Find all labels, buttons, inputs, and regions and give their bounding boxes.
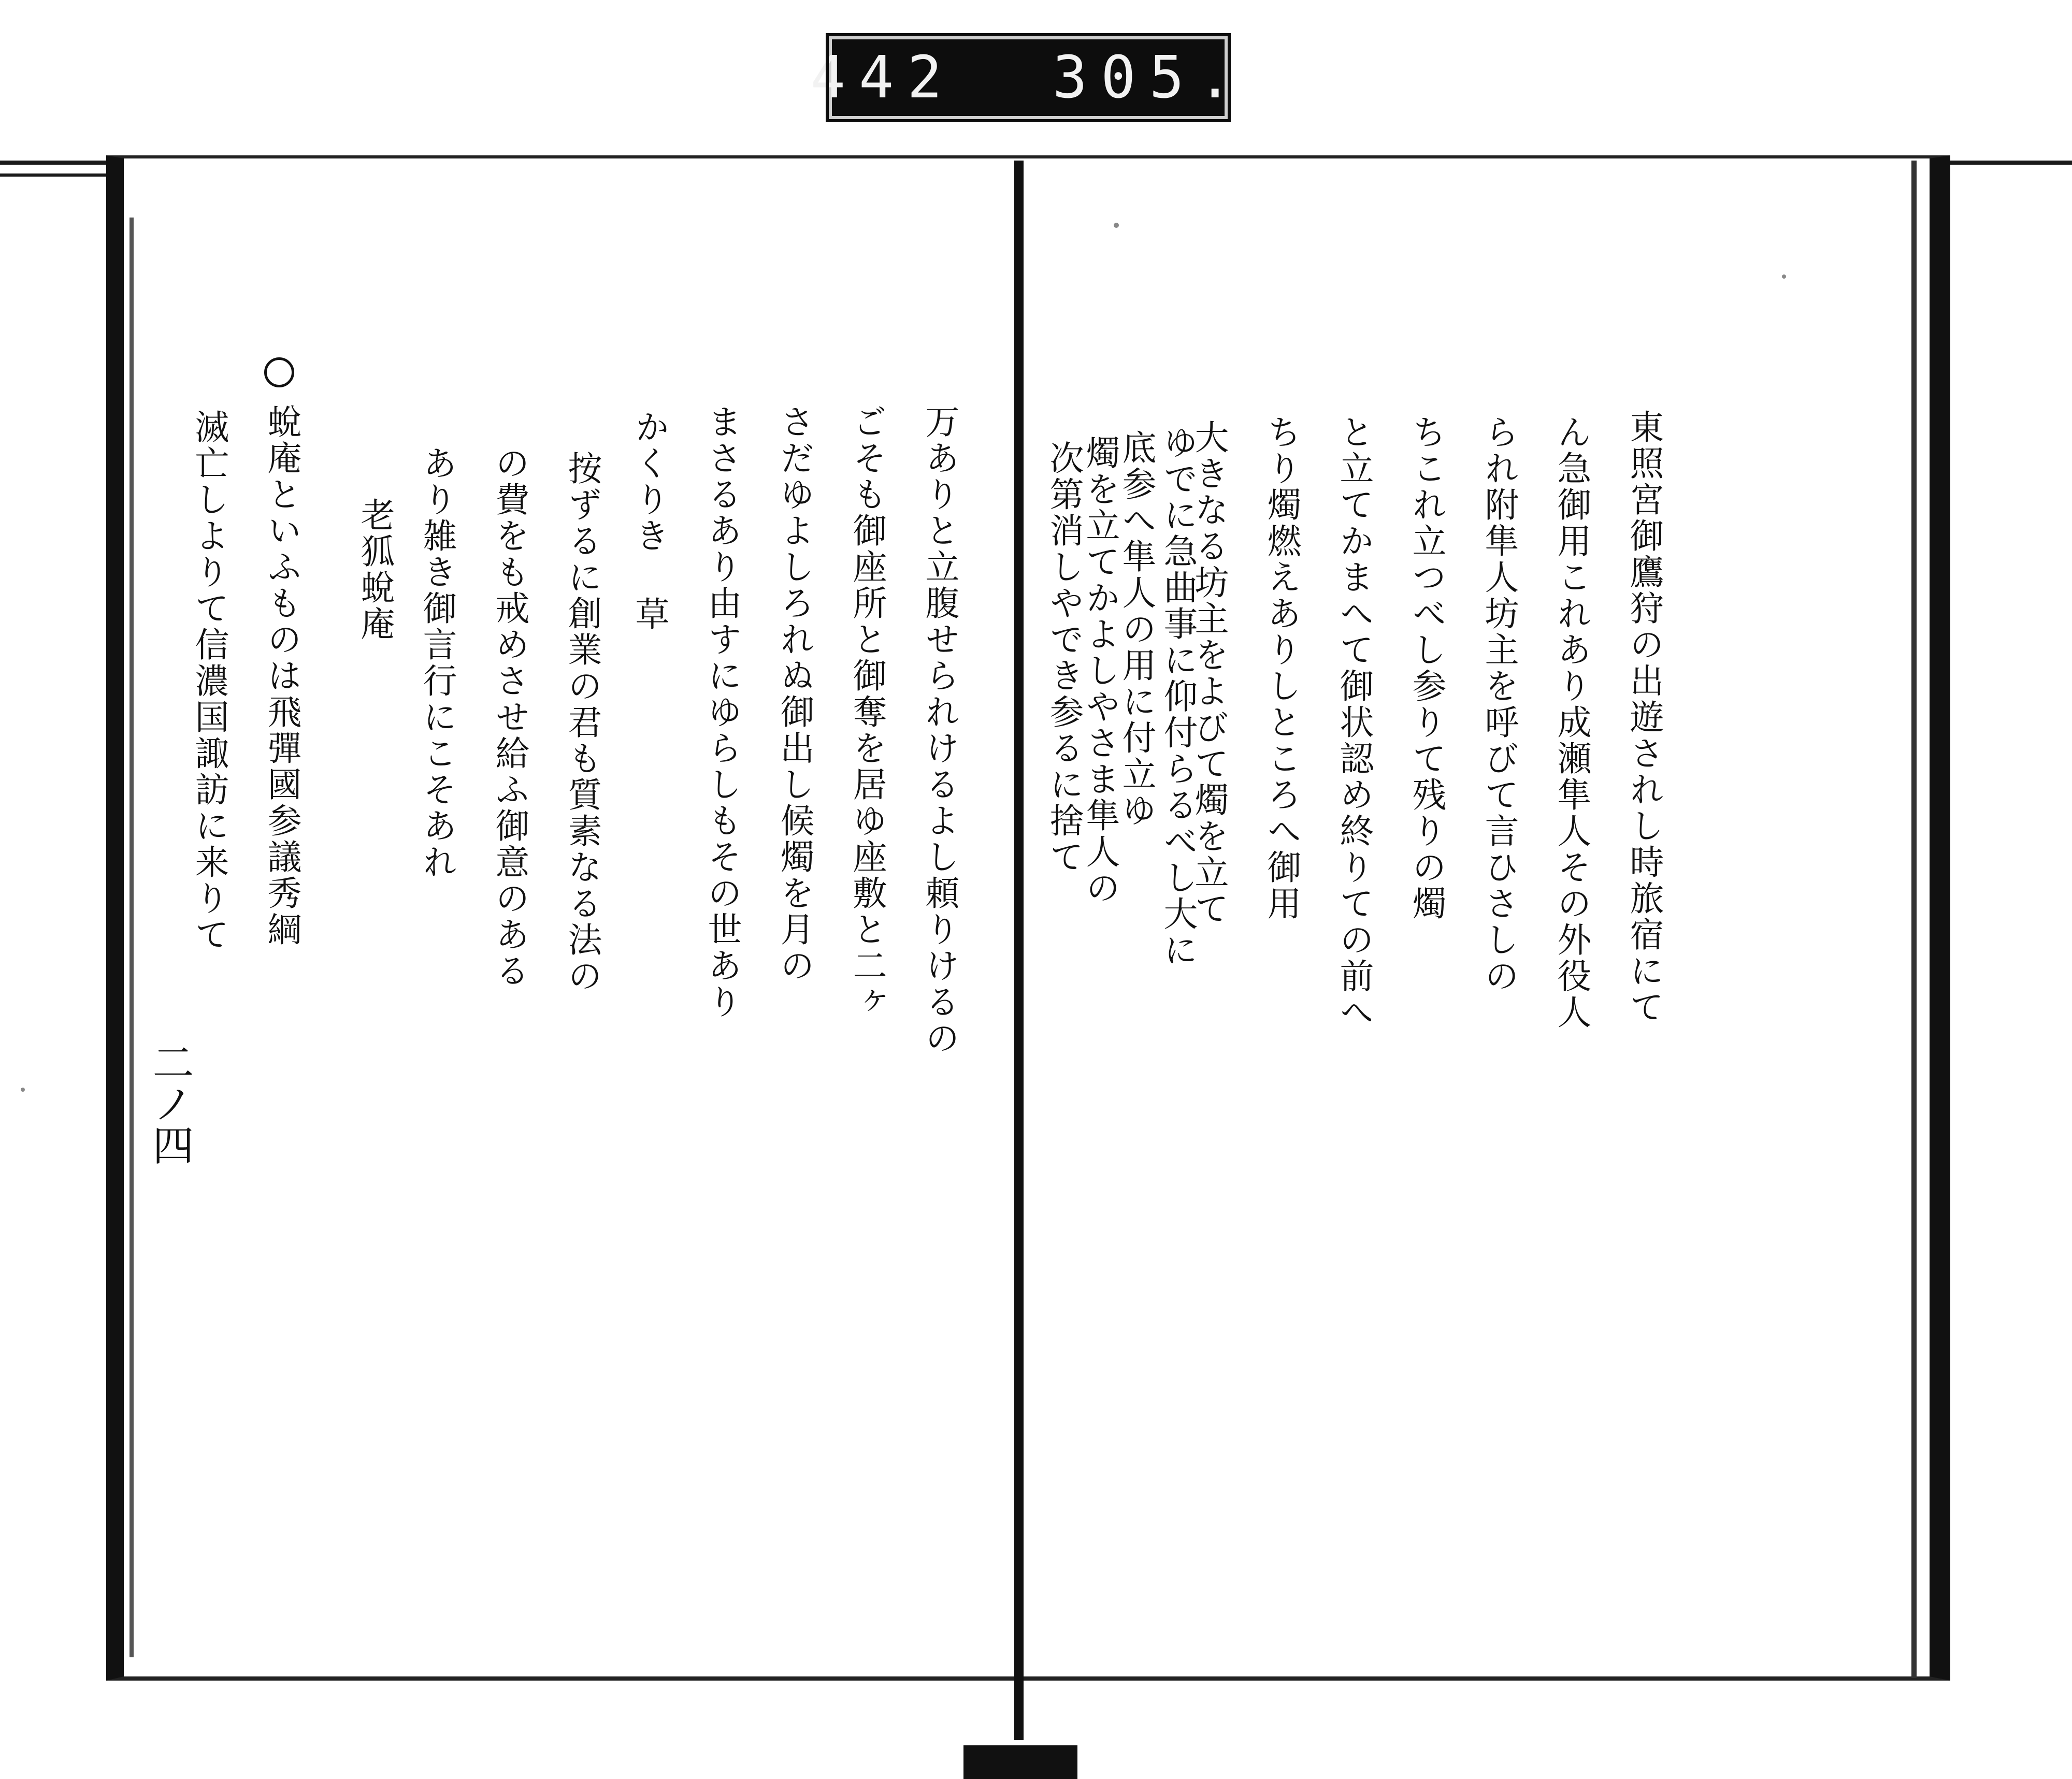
left-column-10: 蛻庵といふものは飛彈國参議秀綱 xyxy=(262,404,301,948)
scan-speck xyxy=(1114,223,1119,228)
left-column-2: ごそも御座所と御奪を居ゆ座敷と二ヶ xyxy=(847,404,887,1020)
right-column-11: 次第消しやでき参るに捨て xyxy=(1044,440,1084,875)
right-column-6: ちり燭燃えありしところへ御用 xyxy=(1261,414,1301,922)
right-page-edge xyxy=(1911,161,1917,1678)
catalog-number-label xyxy=(810,36,1246,119)
right-column-8: ゆでに急曲事に仰付らるべし大に xyxy=(1158,425,1198,968)
left-column-5: かくりき 草 xyxy=(629,409,669,632)
spine-foot xyxy=(963,1745,1077,1779)
scan-speck xyxy=(21,1088,25,1092)
book-spine xyxy=(1014,161,1024,1740)
left-column-7: の費をも戒めさせ給ふ御意のある xyxy=(490,445,529,989)
right-column-3: られ附隼人坊主を呼びて言ひさしの xyxy=(1479,414,1519,994)
catalog-number-text: 442 305. xyxy=(810,44,1246,111)
right-column-4: ちこれ立つべし参りて残りの燭 xyxy=(1406,414,1446,922)
circle-section-mark xyxy=(264,357,294,387)
left-column-11: 滅亡しよりて信濃国諏訪に来りて xyxy=(189,409,229,953)
right-column-7: 大きなる坊主をよびて燭を立て xyxy=(1189,420,1229,927)
right-column-10: 燭を立てかよしやさま隼人の xyxy=(1080,435,1120,906)
left-column-8: あり雑き御言行にこそあれ xyxy=(417,445,457,880)
top-rule-left-stub xyxy=(0,173,119,177)
left-page-edge xyxy=(130,218,134,1657)
folio-number: 二ノ四 xyxy=(146,1041,194,1165)
left-column-4: まさるあり由すにゆらしもその世あり xyxy=(702,404,742,1020)
book-spread xyxy=(106,155,1950,1681)
left-column-9: 老狐蛻庵 xyxy=(355,497,395,642)
scan-speck xyxy=(1782,274,1786,279)
right-column-2: ん急御用これあり成瀬隼人その外役人 xyxy=(1551,414,1591,1031)
right-column-1: 東照宮御鷹狩の出遊されし時旅宿にて xyxy=(1624,409,1664,1025)
right-column-9: 底参へ隼人の用に付立ゆ xyxy=(1116,430,1156,829)
left-column-3: さだゆよしろれぬ御出し候燭を月の xyxy=(774,404,814,984)
right-column-5: と立てかまへて御状認め終りての前へ xyxy=(1334,414,1374,1031)
left-column-1: 万ありと立腹せられけるよし頼りけるの xyxy=(919,404,959,1057)
left-column-6: 按ずるに創業の君も質素なる法の xyxy=(562,451,602,994)
